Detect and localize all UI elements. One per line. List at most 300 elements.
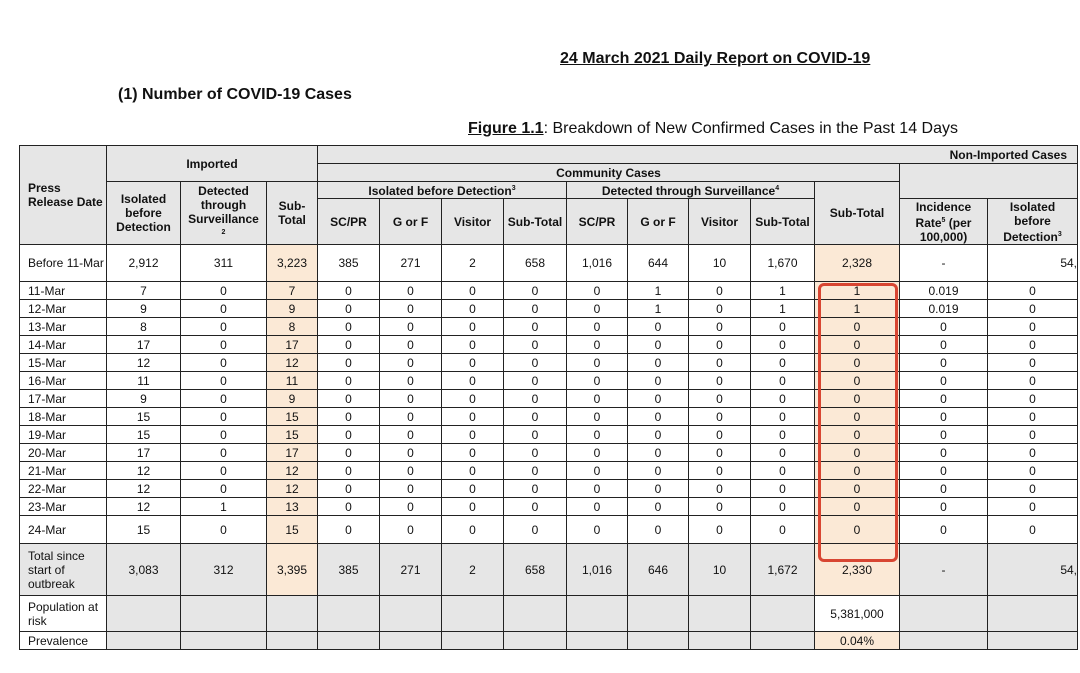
table-cell: 0 — [442, 444, 504, 462]
table-cell: 0 — [751, 354, 815, 372]
table-cell: 0 — [815, 336, 900, 354]
table-cell: 0 — [181, 354, 267, 372]
header-extra-isolated-sup: 3 — [1057, 230, 1062, 238]
table-cell: 0 — [181, 408, 267, 426]
table-cell: 0 — [442, 336, 504, 354]
table-cell: 0 — [380, 444, 442, 462]
table-cell: 0 — [380, 300, 442, 318]
table-cell: 0 — [318, 462, 380, 480]
table-cell: 0 — [689, 408, 751, 426]
empty-cell — [689, 632, 751, 650]
table-cell: 0 — [181, 390, 267, 408]
header-blank-upper — [900, 164, 1078, 199]
table-cell: 0 — [504, 426, 567, 444]
table-cell: 0 — [567, 390, 628, 408]
total-cell: 3,083 — [107, 544, 181, 596]
header-extra-isolated-text: Isolated before Detection — [1003, 199, 1058, 244]
table-cell: 0 — [181, 372, 267, 390]
table-cell: 0 — [181, 336, 267, 354]
table-cell: 0 — [988, 336, 1078, 354]
table-cell: 0 — [504, 444, 567, 462]
table-cell: 0 — [751, 426, 815, 444]
table-cell: 0 — [689, 354, 751, 372]
table-cell: 0 — [900, 480, 988, 498]
empty-cell — [900, 632, 988, 650]
empty-cell — [751, 596, 815, 632]
table-row — [20, 426, 1078, 444]
table-cell: 0 — [628, 426, 689, 444]
total-cell: 646 — [628, 544, 689, 596]
table-cell: 0 — [751, 408, 815, 426]
table-cell: 0 — [751, 318, 815, 336]
table-cell: 7 — [267, 282, 318, 300]
prevalence-value: 0.04% — [815, 632, 900, 650]
table-cell: 0 — [628, 444, 689, 462]
table-cell: 0 — [504, 354, 567, 372]
table-cell: 10 — [689, 245, 751, 282]
table-row — [20, 408, 1078, 426]
table-cell: 658 — [504, 245, 567, 282]
population-value: 5,381,000 — [815, 596, 900, 632]
total-cell: 10 — [689, 544, 751, 596]
total-cell: 271 — [380, 544, 442, 596]
table-cell: 2,912 — [107, 245, 181, 282]
table-cell: 0 — [380, 426, 442, 444]
table-cell: 0 — [504, 516, 567, 544]
table-cell: 0 — [988, 444, 1078, 462]
table-cell: 0 — [988, 426, 1078, 444]
table-cell: 0 — [815, 480, 900, 498]
table-cell: 54, — [988, 245, 1078, 282]
total-row — [20, 544, 1078, 596]
date-cell: 20-Mar — [20, 444, 107, 462]
table-cell: 8 — [107, 318, 181, 336]
table-cell: 1 — [628, 282, 689, 300]
table-cell: 0 — [318, 516, 380, 544]
empty-cell — [751, 632, 815, 650]
table-row — [20, 318, 1078, 336]
table-cell: 0 — [815, 498, 900, 516]
table-cell: 0 — [380, 516, 442, 544]
table-cell: 1 — [815, 282, 900, 300]
table-cell: 0 — [689, 426, 751, 444]
total-label: Total since start of outbreak — [20, 544, 107, 596]
empty-cell — [181, 596, 267, 632]
table-cell: 12 — [107, 354, 181, 372]
table-cell: 0 — [318, 444, 380, 462]
header-isolated-group-text: Isolated before Detection — [368, 184, 512, 198]
header-detected-group — [567, 182, 815, 199]
table-cell: 0 — [504, 408, 567, 426]
table-row — [20, 354, 1078, 372]
table-cell: 12 — [267, 480, 318, 498]
date-cell: 23-Mar — [20, 498, 107, 516]
table-cell: 0 — [318, 318, 380, 336]
table-cell: 0 — [988, 300, 1078, 318]
table-cell: 0 — [689, 444, 751, 462]
table-cell: 0 — [751, 336, 815, 354]
table-cell: 0 — [751, 372, 815, 390]
table-cell: 0 — [988, 408, 1078, 426]
table-cell: 7 — [107, 282, 181, 300]
header-imp-isolated: Isolated before Detection — [107, 182, 181, 245]
table-cell: 0 — [751, 498, 815, 516]
table-row — [20, 390, 1078, 408]
empty-cell — [107, 632, 181, 650]
table-cell: 0 — [751, 390, 815, 408]
table-cell: 9 — [107, 300, 181, 318]
total-cell: - — [900, 544, 988, 596]
table-cell: 0 — [988, 354, 1078, 372]
table-row — [20, 245, 1078, 282]
total-cell: 1,672 — [751, 544, 815, 596]
table-cell: 0 — [900, 516, 988, 544]
table-cell: 0 — [504, 336, 567, 354]
table-cell: 0 — [628, 480, 689, 498]
table-cell: 0 — [442, 372, 504, 390]
table-cell: 0 — [181, 480, 267, 498]
table-cell: 0 — [815, 354, 900, 372]
date-cell: 11-Mar — [20, 282, 107, 300]
table-cell: 15 — [107, 426, 181, 444]
table-cell: 0 — [900, 444, 988, 462]
date-cell: Before 11-Mar — [20, 245, 107, 282]
table-cell: 0 — [815, 444, 900, 462]
table-cell: 0 — [567, 336, 628, 354]
table-cell: 0 — [318, 300, 380, 318]
table-cell: 13 — [267, 498, 318, 516]
date-cell: 16-Mar — [20, 372, 107, 390]
table-cell: 2 — [442, 245, 504, 282]
table-cell: 0 — [380, 462, 442, 480]
prevalence-row — [20, 632, 1078, 650]
table-cell: 3,223 — [267, 245, 318, 282]
header-isolated-group-sup: 3 — [511, 185, 516, 192]
header-det-gorf: G or F — [628, 199, 689, 245]
table-cell: 0 — [689, 336, 751, 354]
table-cell: 0 — [689, 516, 751, 544]
table-cell: 0.019 — [900, 282, 988, 300]
header-extra-isolated — [988, 199, 1078, 245]
date-cell: 24-Mar — [20, 516, 107, 544]
table-cell: 0 — [689, 318, 751, 336]
header-imp-detected — [181, 182, 267, 245]
header-det-visitor: Visitor — [689, 199, 751, 245]
header-iso-subtotal: Sub-Total — [504, 199, 567, 245]
date-cell: 13-Mar — [20, 318, 107, 336]
table-cell: 12 — [107, 480, 181, 498]
table-cell: 644 — [628, 245, 689, 282]
table-cell: 0 — [628, 498, 689, 516]
table-cell: 0 — [567, 480, 628, 498]
table-cell: 0 — [318, 336, 380, 354]
table-cell: 9 — [107, 390, 181, 408]
empty-cell — [504, 632, 567, 650]
table-cell: 0 — [988, 372, 1078, 390]
header-det-scpr: SC/PR — [567, 199, 628, 245]
table-cell: 0 — [318, 480, 380, 498]
empty-cell — [380, 632, 442, 650]
table-cell: 0 — [628, 336, 689, 354]
table-cell: 0 — [504, 390, 567, 408]
table-cell: 1,016 — [567, 245, 628, 282]
table-row — [20, 498, 1078, 516]
header-iso-gorf: G or F — [380, 199, 442, 245]
table-cell: 0 — [442, 354, 504, 372]
table-row — [20, 516, 1078, 544]
table-cell: 0 — [380, 372, 442, 390]
table-cell: 0 — [567, 408, 628, 426]
table-cell: 0 — [318, 282, 380, 300]
table-cell: 0 — [900, 372, 988, 390]
table-cell: 15 — [107, 516, 181, 544]
table-cell: 0 — [751, 480, 815, 498]
table-cell: 0 — [181, 282, 267, 300]
table-cell: 0 — [900, 336, 988, 354]
header-isolated-group — [318, 182, 567, 199]
table-cell: 0 — [442, 408, 504, 426]
header-detected-group-sup: 4 — [775, 185, 780, 192]
table-row — [20, 372, 1078, 390]
empty-cell — [267, 596, 318, 632]
table-cell: 385 — [318, 245, 380, 282]
table-cell: 0 — [567, 498, 628, 516]
header-incidence-sup: 5 — [941, 216, 946, 224]
section-heading: (1) Number of COVID-19 Cases — [118, 86, 352, 103]
table-cell: 0 — [318, 408, 380, 426]
table-cell: 0 — [318, 498, 380, 516]
empty-cell — [900, 596, 988, 632]
table-cell: 0 — [442, 426, 504, 444]
total-cell: 312 — [181, 544, 267, 596]
table-cell: 0 — [567, 354, 628, 372]
table-cell: 0 — [689, 300, 751, 318]
table-cell: 0 — [815, 390, 900, 408]
table-cell: 0 — [504, 282, 567, 300]
table-cell: 0 — [380, 408, 442, 426]
table-cell: 0 — [815, 318, 900, 336]
empty-cell — [318, 596, 380, 632]
table-cell: 0 — [815, 408, 900, 426]
table-cell: 0 — [815, 462, 900, 480]
table-cell: 17 — [267, 336, 318, 354]
table-cell: 1 — [751, 282, 815, 300]
total-cell: 385 — [318, 544, 380, 596]
table-cell: 15 — [267, 426, 318, 444]
table-cell: 0 — [181, 516, 267, 544]
empty-cell — [689, 596, 751, 632]
total-cell: 658 — [504, 544, 567, 596]
table-cell: 0 — [567, 372, 628, 390]
table-row — [20, 462, 1078, 480]
date-cell: 21-Mar — [20, 462, 107, 480]
empty-cell — [267, 632, 318, 650]
table-cell: 15 — [267, 408, 318, 426]
table-cell: 0 — [689, 372, 751, 390]
header-incidence-text: Incidence Rate — [915, 199, 972, 230]
table-cell: 0 — [181, 426, 267, 444]
total-cell: 1,016 — [567, 544, 628, 596]
figure-caption-text: : Breakdown of New Confirmed Cases in the Past 14 Days — [543, 120, 958, 137]
date-cell: 19-Mar — [20, 426, 107, 444]
table-cell: 0.019 — [900, 300, 988, 318]
table-cell: 0 — [380, 282, 442, 300]
table-cell: 0 — [900, 426, 988, 444]
empty-cell — [442, 632, 504, 650]
table-cell: 0 — [380, 318, 442, 336]
header-detected-group-text: Detected through Surveillance — [601, 184, 776, 198]
table-cell: 0 — [567, 462, 628, 480]
date-cell: 17-Mar — [20, 390, 107, 408]
table-cell: 11 — [107, 372, 181, 390]
prevalence-label: Prevalence — [20, 632, 107, 650]
header-det-subtotal: Sub-Total — [751, 199, 815, 245]
empty-cell — [380, 596, 442, 632]
total-cell: 2 — [442, 544, 504, 596]
empty-cell — [504, 596, 567, 632]
table-cell: 0 — [900, 390, 988, 408]
empty-cell — [988, 596, 1078, 632]
total-cell: 2,330 — [815, 544, 900, 596]
table-cell: 0 — [628, 390, 689, 408]
header-imp-detected-text: Detected through Surveillance — [188, 184, 259, 226]
table-row — [20, 282, 1078, 300]
date-cell: 14-Mar — [20, 336, 107, 354]
header-press-release-date: Press Release Date — [20, 146, 107, 245]
table-cell: 0 — [504, 318, 567, 336]
table-cell: 0 — [628, 354, 689, 372]
table-cell: 0 — [567, 516, 628, 544]
table-cell: 0 — [689, 462, 751, 480]
table-cell: 1 — [751, 300, 815, 318]
table-cell: 12 — [267, 462, 318, 480]
table-cell: 9 — [267, 300, 318, 318]
table-cell: 0 — [628, 408, 689, 426]
table-cell: 17 — [107, 444, 181, 462]
header-iso-visitor: Visitor — [442, 199, 504, 245]
table-row — [20, 480, 1078, 498]
total-cell: 54, — [988, 544, 1078, 596]
table-cell: 0 — [442, 516, 504, 544]
date-cell: 18-Mar — [20, 408, 107, 426]
empty-cell — [567, 632, 628, 650]
table-cell: 0 — [689, 282, 751, 300]
table-cell: 311 — [181, 245, 267, 282]
header-non-imported: Non-Imported Cases — [318, 146, 1078, 164]
figure-caption — [468, 120, 958, 138]
table-cell: 0 — [181, 318, 267, 336]
empty-cell — [442, 596, 504, 632]
empty-cell — [318, 632, 380, 650]
table-cell: 1 — [815, 300, 900, 318]
header-incidence-unit: (per 100,000) — [919, 215, 972, 244]
empty-cell — [628, 596, 689, 632]
header-iso-scpr: SC/PR — [318, 199, 380, 245]
date-cell: 22-Mar — [20, 480, 107, 498]
table-cell: 0 — [380, 336, 442, 354]
table-cell: 0 — [900, 354, 988, 372]
table-cell: 0 — [318, 372, 380, 390]
table-row — [20, 300, 1078, 318]
table-cell: 11 — [267, 372, 318, 390]
table-cell: 0 — [988, 480, 1078, 498]
population-label: Population at risk — [20, 596, 107, 632]
table-cell: 0 — [181, 300, 267, 318]
table-cell: 0 — [567, 300, 628, 318]
table-row — [20, 444, 1078, 462]
table-cell: 0 — [380, 390, 442, 408]
table-cell: 0 — [442, 390, 504, 408]
table-cell: 1 — [628, 300, 689, 318]
header-community: Community Cases — [318, 164, 900, 182]
figure-label: Figure 1.1 — [468, 120, 544, 137]
table-cell: 0 — [900, 318, 988, 336]
table-cell: 0 — [628, 462, 689, 480]
table-cell: 0 — [442, 318, 504, 336]
table-cell: 0 — [689, 498, 751, 516]
table-cell: 0 — [751, 462, 815, 480]
report-title: 24 March 2021 Daily Report on COVID-19 — [560, 50, 871, 67]
empty-cell — [107, 596, 181, 632]
table-cell: 0 — [442, 282, 504, 300]
table-cell: 0 — [567, 444, 628, 462]
table-cell: 17 — [267, 444, 318, 462]
table-cell: 12 — [107, 462, 181, 480]
table-cell: 0 — [181, 444, 267, 462]
table-cell: 12 — [107, 498, 181, 516]
table-cell: 0 — [504, 300, 567, 318]
table-cell: 0 — [900, 408, 988, 426]
header-imp-detected-sup: 2 — [221, 229, 226, 236]
table-cell: 0 — [181, 462, 267, 480]
table-cell: 0 — [442, 498, 504, 516]
table-cell: 0 — [900, 462, 988, 480]
table-cell: 0 — [628, 318, 689, 336]
empty-cell — [181, 632, 267, 650]
table-cell: 0 — [628, 516, 689, 544]
table-cell: 15 — [267, 516, 318, 544]
table-cell: 0 — [504, 372, 567, 390]
table-cell: 0 — [815, 426, 900, 444]
table-cell: - — [900, 245, 988, 282]
header-imp-subtotal: Sub-Total — [267, 182, 318, 245]
table-cell: 0 — [504, 462, 567, 480]
table-cell: 0 — [988, 516, 1078, 544]
table-cell: 0 — [988, 462, 1078, 480]
table-cell: 0 — [567, 318, 628, 336]
total-cell: 3,395 — [267, 544, 318, 596]
table-cell: 0 — [504, 480, 567, 498]
table-cell: 0 — [988, 282, 1078, 300]
date-cell: 12-Mar — [20, 300, 107, 318]
table-cell: 0 — [988, 498, 1078, 516]
table-cell: 0 — [318, 354, 380, 372]
empty-cell — [988, 632, 1078, 650]
table-cell: 0 — [380, 480, 442, 498]
table-cell: 9 — [267, 390, 318, 408]
empty-cell — [628, 632, 689, 650]
table-cell: 0 — [380, 498, 442, 516]
table-cell: 0 — [380, 354, 442, 372]
table-cell: 0 — [815, 372, 900, 390]
table-cell: 15 — [107, 408, 181, 426]
table-cell: 8 — [267, 318, 318, 336]
table-cell: 0 — [628, 372, 689, 390]
table-cell: 1 — [181, 498, 267, 516]
table-cell: 0 — [318, 426, 380, 444]
cases-table — [19, 145, 1078, 650]
date-cell: 15-Mar — [20, 354, 107, 372]
